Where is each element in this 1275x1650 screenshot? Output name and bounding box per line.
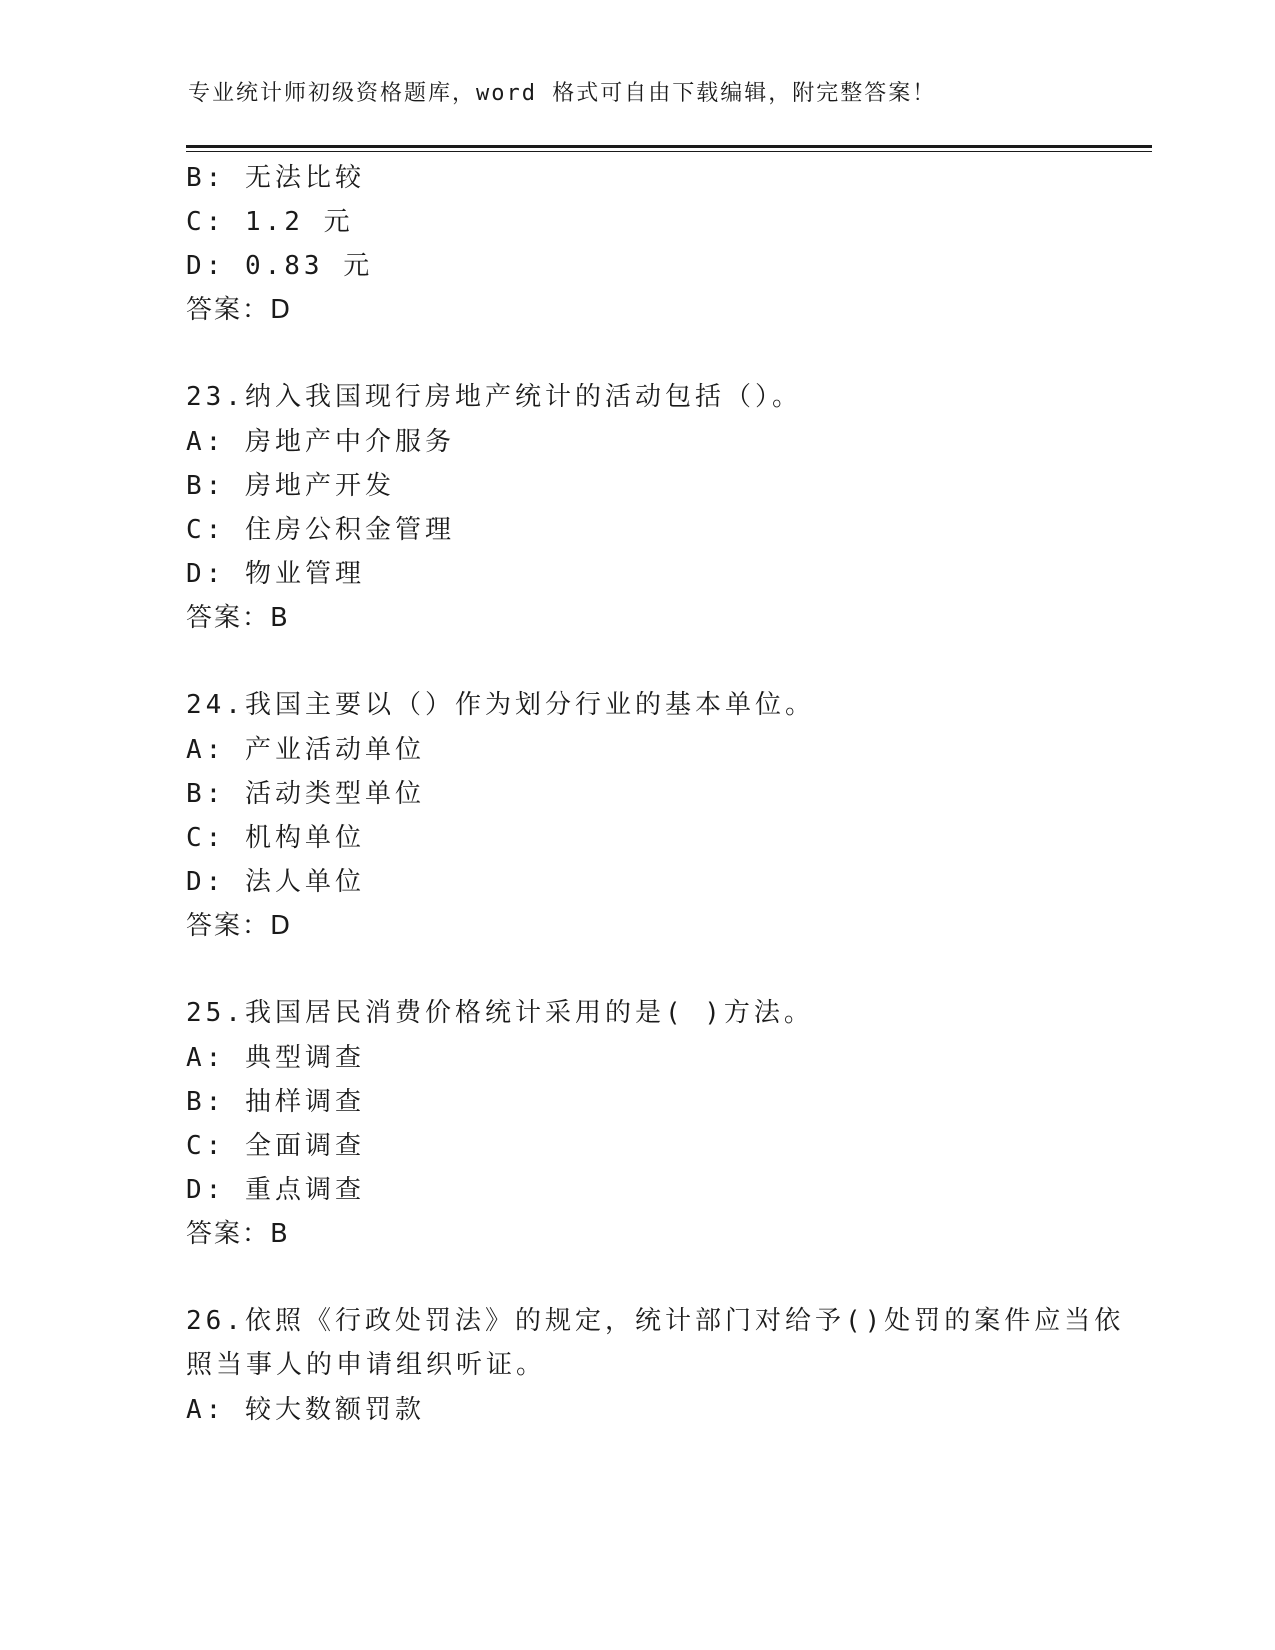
q25-option-a: A: 典型调查 [186, 1043, 365, 1073]
q23-option-c: C: 住房公积金管理 [186, 515, 455, 545]
q22-answer: 答案：D [186, 295, 293, 325]
q25-option-b: B: 抽样调查 [186, 1087, 365, 1117]
q23-option-d: D: 物业管理 [186, 559, 365, 589]
q24-option-a: A: 产业活动单位 [186, 735, 425, 765]
q24-stem: 24.我国主要以（）作为划分行业的基本单位。 [186, 690, 815, 720]
q26-option-a: A: 较大数额罚款 [186, 1395, 425, 1425]
q22-option-d: D: 0.83 元 [186, 251, 374, 281]
q24-option-d: D: 法人单位 [186, 867, 365, 897]
q22-option-b: B: 无法比较 [186, 163, 365, 193]
q24-answer: 答案：D [186, 911, 293, 941]
q23-answer: 答案：B [186, 603, 290, 633]
q23-stem: 23.纳入我国现行房地产统计的活动包括（）。 [186, 382, 802, 412]
q26-stem-line2: 照当事人的申请组织听证。 [186, 1350, 547, 1380]
q26-stem-line1: 26.依照《行政处罚法》的规定，统计部门对给予()处罚的案件应当依 [186, 1306, 1125, 1336]
q25-option-c: C: 全面调查 [186, 1131, 365, 1161]
q24-option-b: B: 活动类型单位 [186, 779, 425, 809]
q25-option-d: D: 重点调查 [186, 1175, 365, 1205]
q23-option-a: A: 房地产中介服务 [186, 427, 455, 457]
header-divider-thick [186, 145, 1152, 148]
q23-option-b: B: 房地产开发 [186, 471, 395, 501]
q25-answer: 答案：B [186, 1219, 290, 1249]
q25-stem: 25.我国居民消费价格统计采用的是( )方法。 [186, 998, 814, 1028]
q24-option-c: C: 机构单位 [186, 823, 365, 853]
page-header: 专业统计师初级资格题库，word 格式可自由下载编辑，附完整答案！ [188, 81, 937, 106]
header-divider-thin [186, 151, 1152, 152]
q22-option-c: C: 1.2 元 [186, 207, 354, 237]
